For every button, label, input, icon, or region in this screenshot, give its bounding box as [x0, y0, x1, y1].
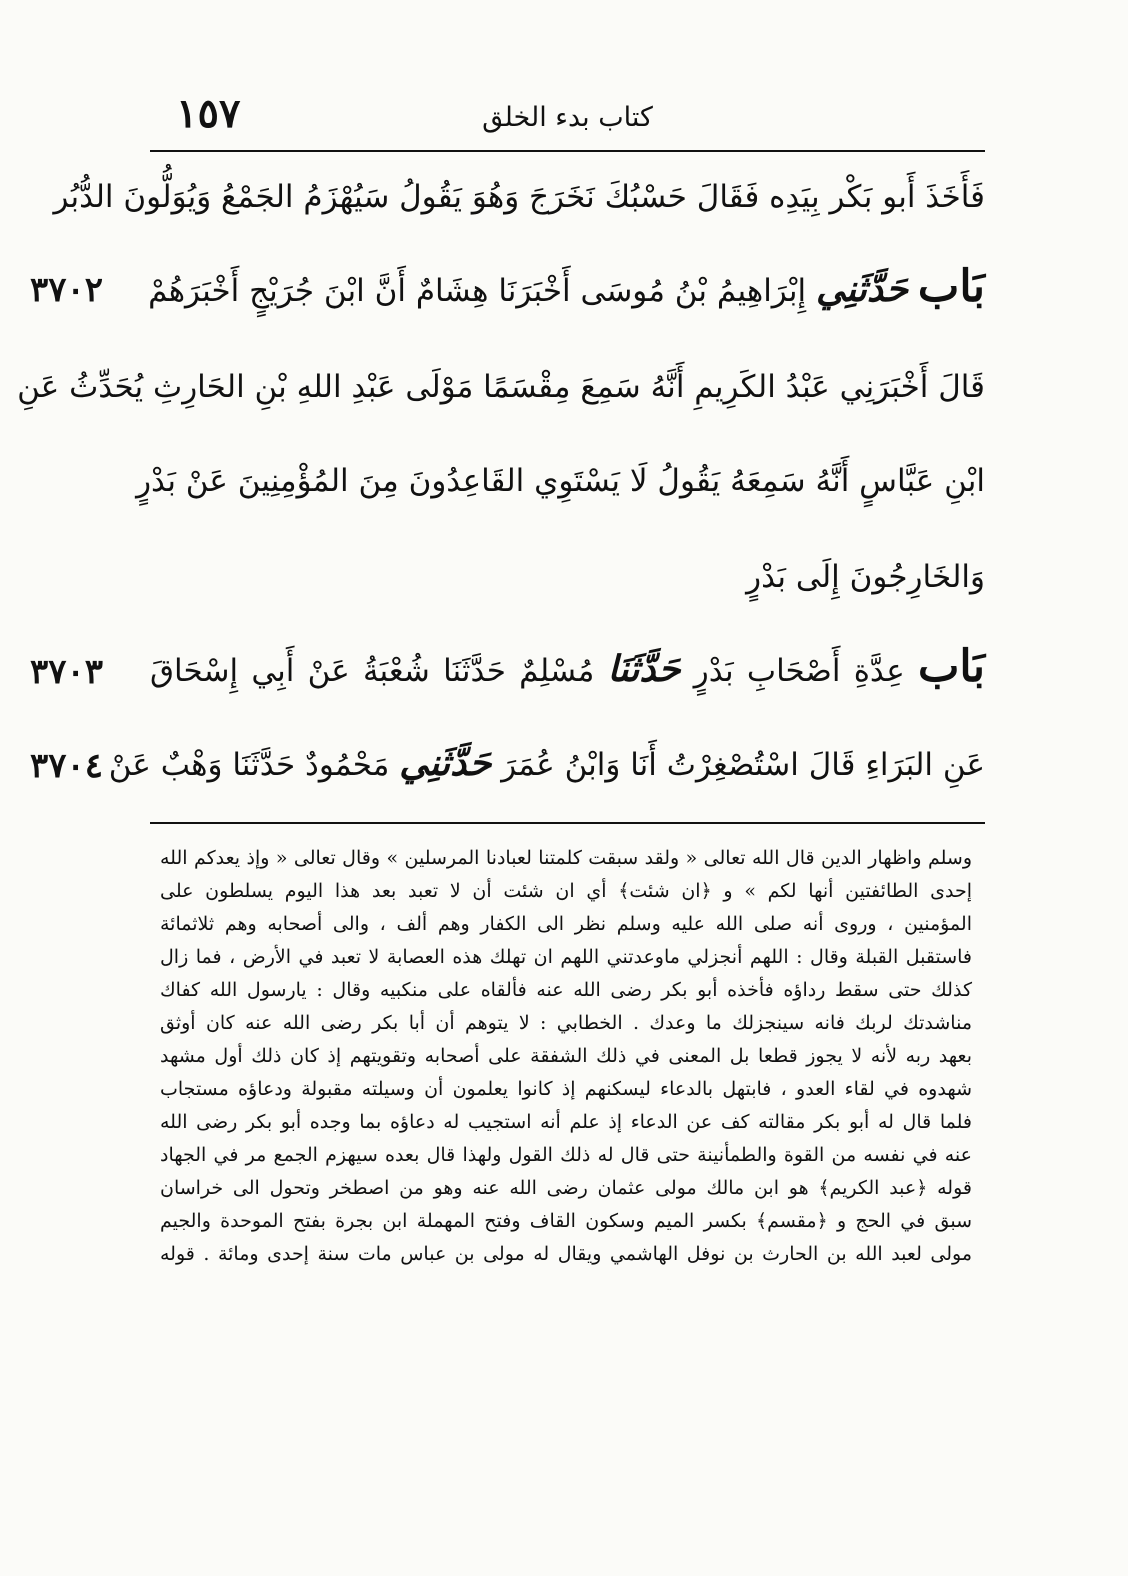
commentary-line: فاستقبل القبلة وقال : اللهم أنجزلي ماوعدتني اللهم ان تهلك هذه العصابة لا تعبد في الأرض ، فما زال — [160, 946, 972, 968]
commentary-line: بعهد ربه لأنه لا يجوز قطعا بل المعنى في ذلك الشفقة على أصحابه وتقويتهم إذ كان ذلك أول مشهد — [160, 1045, 972, 1067]
commentary-line: كذلك حتى سقط رداؤه فأخذه أبو بكر رضى الله عنه فألقاه على منكبيه وقال : يارسول الله كفاك — [160, 979, 972, 1001]
main-line-text: إِبْرَاهِيمُ بْنُ مُوسَى أَخْبَرَنَا هِشَامٌ أَنَّ ابْنَ جُرَيْجٍ أَخْبَرَهُمْ — [148, 273, 807, 309]
main-line — [150, 632, 985, 702]
hadith-number: ٣٧٠٢ — [30, 270, 104, 310]
commentary-line: قوله ﴿عبد الكريم﴾ هو ابن مالك مولى عثمان رضى الله عنه وهو من اصطخر وتحول الى خراسان — [160, 1177, 972, 1199]
commentary-line: عنه في نفسه من القوة والطمأنينة حتى قال له ذلك القول ولهذا قال بعده سيهزم الجمع مر في الجهاد — [160, 1144, 972, 1166]
commentary-line: المؤمنين ، وروى أنه صلى الله عليه وسلم نظر الى الكفار وهم ألف ، والى أصحابه وهم ثلاثمائة — [160, 913, 972, 935]
commentary-rule — [150, 822, 985, 824]
main-line: ابْنِ عَبَّاسٍ أَنَّهُ سَمِعَهُ يَقُولُ لَا يَسْتَوِي القَاعِدُونَ مِنَ المُؤْمِنِينَ عَنْ بَدْرٍ — [136, 463, 985, 499]
main-line-text: مَحْمُودٌ حَدَّثَنَا وَهْبٌ عَنْ — [108, 747, 390, 783]
page-header — [150, 88, 985, 148]
header-rule — [150, 150, 985, 152]
commentary-line: سبق في الحج و ﴿مقسم﴾ بكسر الميم وسكون القاف وفتح المهملة ابن بجرة بفتح الموحدة والجيم — [160, 1210, 972, 1232]
commentary-line: فلما قال له أبو بكر مقالته كف عن الدعاء إذ علم أنه استجيب له دعاؤه بما وجده أبو بكر رضى الله — [160, 1111, 972, 1133]
book-title: كتاب بدء الخلق — [482, 102, 653, 133]
chapter-marker: بَاب — [917, 261, 985, 312]
commentary-line: مولى لعبد الله بن الحارث بن نوفل الهاشمي ويقال له مولى بن عباس مات سنة إحدى ومائة . قوله — [160, 1243, 972, 1265]
chapter-title: عِدَّةِ أَصْحَابِ بَدْرٍ — [693, 653, 905, 689]
commentary-line: شهدوه في لقاء العدو ، فابتهل بالدعاء ليسكنهم إذ كانوا يعلمون أن وسيلته مقبولة ودعاؤه مستجاب — [160, 1078, 972, 1100]
narration-keyword: حَدَّثَنَا — [607, 648, 681, 690]
page-number: ١٥٧ — [176, 90, 241, 137]
main-line-text: مُسْلِمٌ حَدَّثَنَا شُعْبَةُ عَنْ أَبِي إِسْحَاقَ — [150, 653, 595, 689]
main-line-text: عَنِ البَرَاءِ قَالَ اسْتُصْغِرْتُ أَنَا وَابْنُ عُمَرَ — [501, 747, 985, 783]
main-line — [108, 728, 985, 798]
chapter-marker: بَاب — [917, 641, 986, 692]
hadith-number: ٣٧٠٣ — [30, 652, 104, 692]
main-line — [150, 252, 985, 322]
main-line: قَالَ أَخْبَرَنِي عَبْدُ الكَرِيمِ أَنَّهُ سَمِعَ مِقْسَمًا مَوْلَى عَبْدِ اللهِ بْنِ الحَارِثِ يُحَدِّثُ عَنِ — [17, 369, 985, 405]
narration-keyword: حَدَّثَنِي — [399, 742, 492, 784]
main-line: فَأَخَذَ أَبو بَكْر بِيَدِه فَقَالَ حَسْبُكَ نَخَرَجَ وَهُوَ يَقُولُ سَيُهْزَمُ الجَمْعُ وَيُوَلُّونَ الدُّبُر — [53, 179, 985, 215]
commentary-line: إحدى الطائفتين أنها لكم » و ﴿ان شئت﴾ أي ان شئت أن لا تعبد بعد هذا اليوم يسلطون على — [160, 880, 972, 902]
hadith-number: ٣٧٠٤ — [30, 746, 104, 786]
commentary-line: وسلم واظهار الدين قال الله تعالى « ولقد سبقت كلمتنا لعبادنا المرسلين » وقال تعالى « وإذ يعدكم الله — [160, 847, 972, 869]
main-line: وَالخَارِجُونَ إِلَى بَدْرٍ — [746, 559, 985, 595]
narration-keyword: حَدَّثَنِي — [816, 268, 909, 310]
commentary-line: مناشدتك لربك فانه سينجزلك ما وعدك . الخطابي : لا يتوهم أن أبا بكر رضى الله عنه كان أوثق — [160, 1012, 972, 1034]
